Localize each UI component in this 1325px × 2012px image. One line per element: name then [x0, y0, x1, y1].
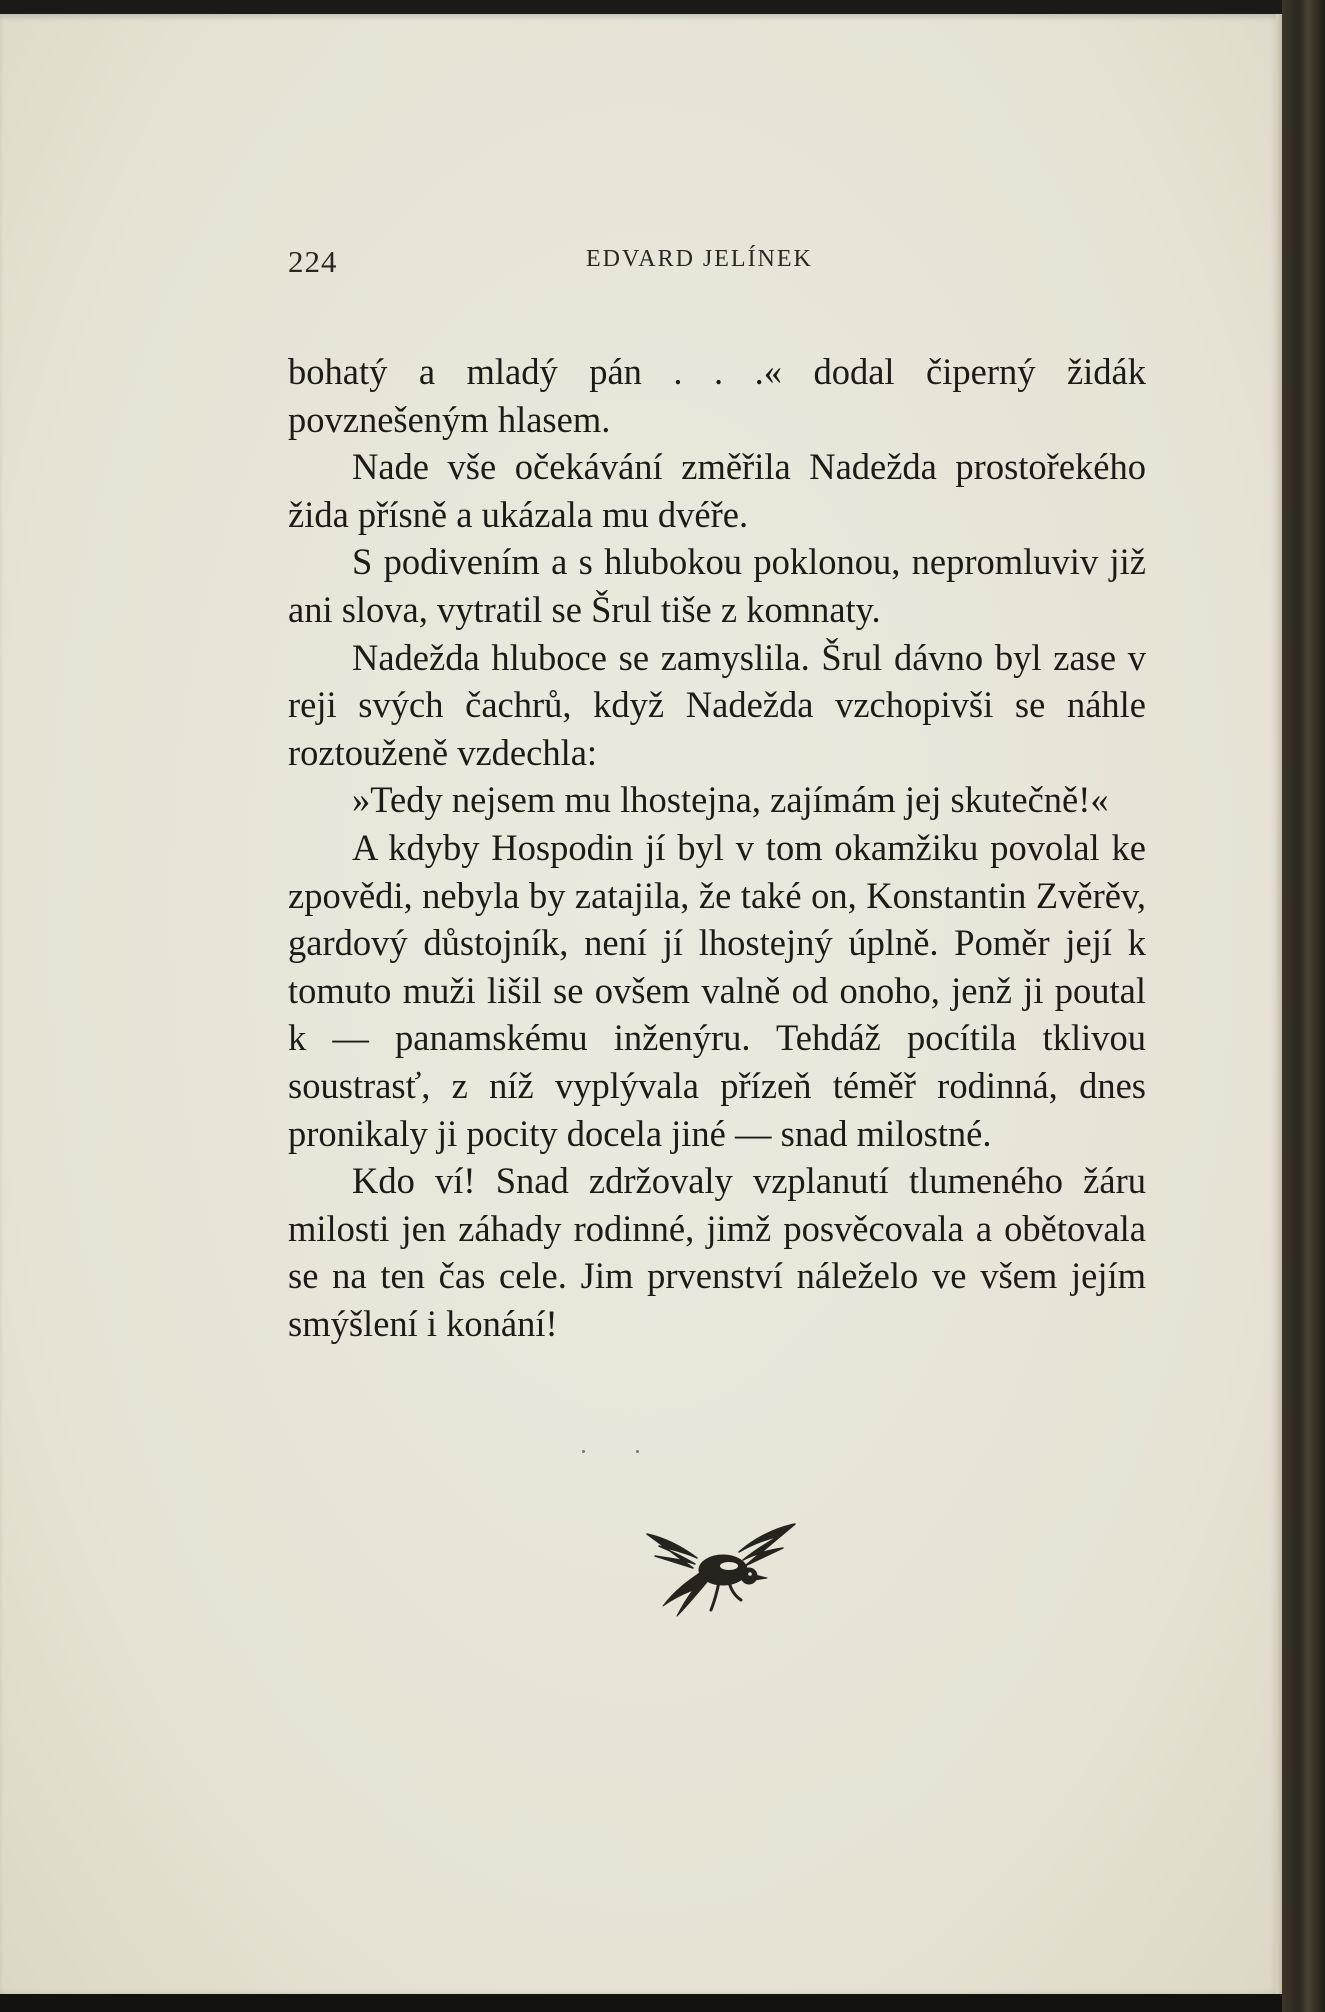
- paragraph: Kdo ví! Snad zdržovaly vzplanutí tlumeného žáru milosti jen záhady rodinné, jimž posvěcovala a obětovala se na ten čas cele. Jim prvenství náleželo ve všem jejím smýšlení i konání!: [288, 1160, 1146, 1344]
- paragraph: bohatý a mladý pán . . .« dodal čiperný židák povznešeným hlasem.: [288, 351, 1146, 440]
- bird-vignette-icon: [645, 1520, 805, 1620]
- body-text: [288, 348, 1146, 1347]
- paragraph: S podivením a s hlubokou poklonou, nepromluviv již ani slova, vytratil se Šrul tiše z komnaty.: [288, 541, 1146, 630]
- book-spine: [1282, 0, 1325, 2012]
- page-header: [288, 244, 1148, 284]
- paragraph: Nadežda hluboce se zamyslila. Šrul dávno byl zase v reji svých čachrů, když Nadežda vzchopivši se náhle roztouženě vzdechla:: [288, 636, 1146, 773]
- paragraph: Nade vše očekávání změřila Nadežda prostořekého žida přísně a ukázala mu dvéře.: [288, 446, 1146, 535]
- paragraph: A kdyby Hospodin jí byl v tom okamžiku povolal ke zpovědi, nebyla by zatajila, že také on, Konstantin Zvěrěv, gardový důstojník, není jí lhostejný úplně. Poměr její k tomuto muži lišil se ovšem valně od onoho, jenž ji poutal k — panamskému inženýru. Tehdáž pocítila tklivou soustrasť, z níž vyplývala přízeň téměř rodinná, dnes pronikaly ji pocity docela jiné — snad milostné.: [288, 826, 1146, 1154]
- paragraph: »Tedy nejsem mu lhostejna, zajímám jej skutečně!«: [352, 779, 1109, 821]
- running-head: EDVARD JELÍNEK: [586, 246, 813, 272]
- scan-border: [0, 1994, 1282, 2012]
- page-number: 224: [288, 244, 338, 279]
- separator-dots: [580, 1448, 660, 1458]
